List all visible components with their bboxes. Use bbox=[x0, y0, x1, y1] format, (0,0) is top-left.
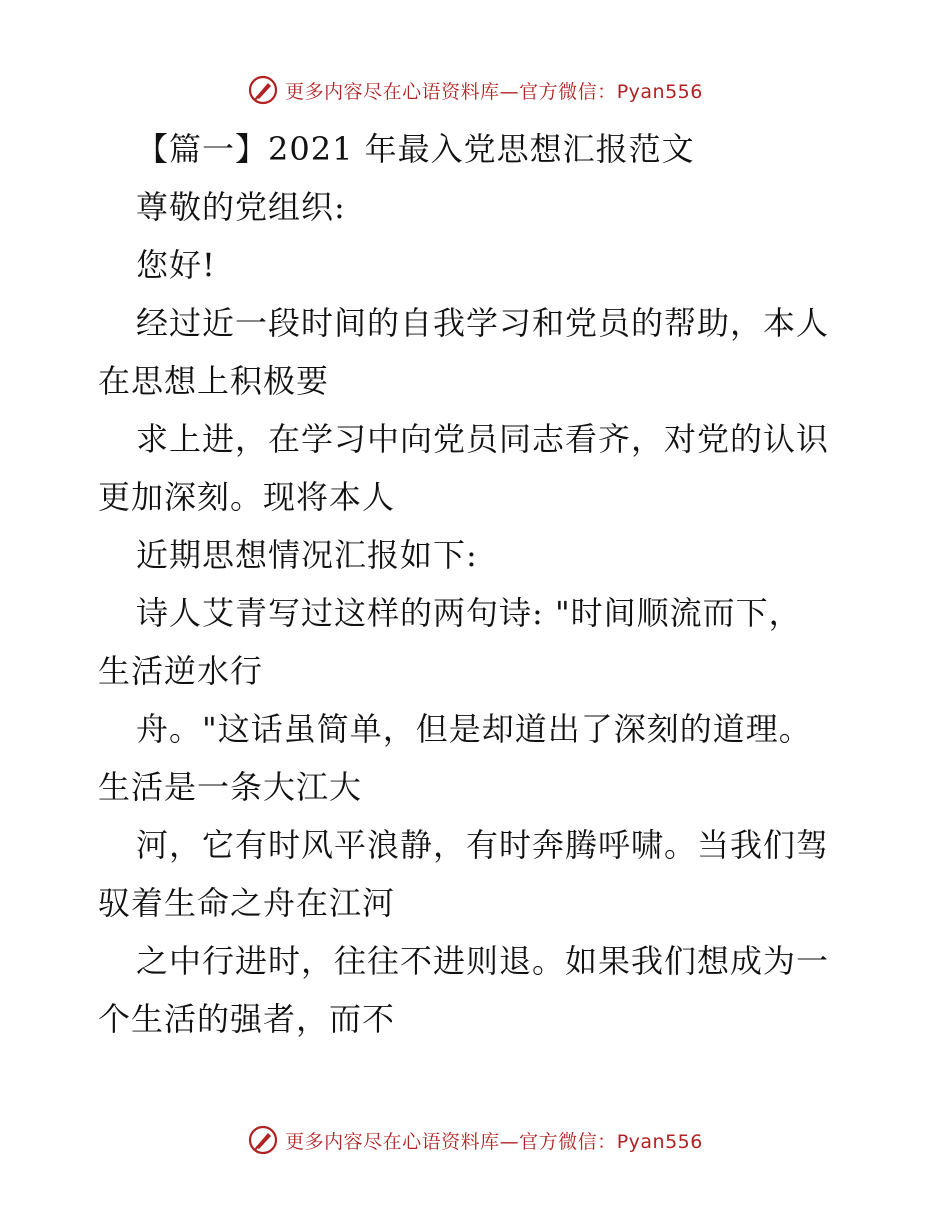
paragraph-line: 舟。"这话虽简单，但是却道出了深刻的道理。 bbox=[136, 710, 812, 748]
watermark-text bbox=[285, 1127, 703, 1154]
watermark-brand: 更多内容尽在心语资料库 bbox=[285, 1130, 500, 1153]
paragraph-line: 驭着生命之舟在江河 bbox=[98, 884, 396, 922]
paragraph-line: 求上进，在学习中向党员同志看齐，对党的认识 bbox=[136, 420, 830, 458]
watermark-wechat-id: Pyan556 bbox=[616, 1130, 703, 1153]
paragraph-line: 诗人艾青写过这样的两句诗: "时间顺流而下， bbox=[136, 594, 802, 632]
document-body bbox=[98, 120, 858, 1048]
paragraph-line: 经过近一段时间的自我学习和党员的帮助，本人 bbox=[136, 304, 830, 342]
paragraph-line: 之中行进时，往往不进则退。如果我们想成为一 bbox=[136, 942, 830, 980]
paragraph-line: 近期思想情况汇报如下: bbox=[136, 536, 478, 574]
watermark-separator: — bbox=[499, 1130, 520, 1153]
watermark-brand: 更多内容尽在心语资料库 bbox=[285, 80, 500, 103]
quill-logo-icon bbox=[247, 74, 279, 106]
watermark-separator: — bbox=[499, 80, 520, 103]
watermark-text bbox=[285, 77, 703, 104]
paragraph-line: 河，它有时风平浪静，有时奔腾呼啸。当我们驾 bbox=[136, 826, 830, 864]
greeting: 您好! bbox=[136, 246, 216, 284]
paragraph-line: 个生活的强者，而不 bbox=[98, 1000, 396, 1038]
quill-logo-icon bbox=[247, 1124, 279, 1156]
watermark-wechat-label: 官方微信： bbox=[519, 80, 617, 103]
watermark-wechat-id: Pyan556 bbox=[616, 80, 703, 103]
paragraph-line: 在思想上积极要 bbox=[98, 362, 330, 400]
salutation: 尊敬的党组织: bbox=[136, 188, 346, 226]
watermark-wechat-label: 官方微信： bbox=[519, 1130, 617, 1153]
paragraph-line: 生活逆水行 bbox=[98, 652, 264, 690]
footer-watermark bbox=[0, 1120, 950, 1160]
document-title: 【篇一】2021 年最入党思想汇报范文 bbox=[136, 130, 695, 168]
paragraph-line: 更加深刻。现将本人 bbox=[98, 478, 396, 516]
paragraph-line: 生活是一条大江大 bbox=[98, 768, 363, 806]
header-watermark bbox=[0, 70, 950, 110]
